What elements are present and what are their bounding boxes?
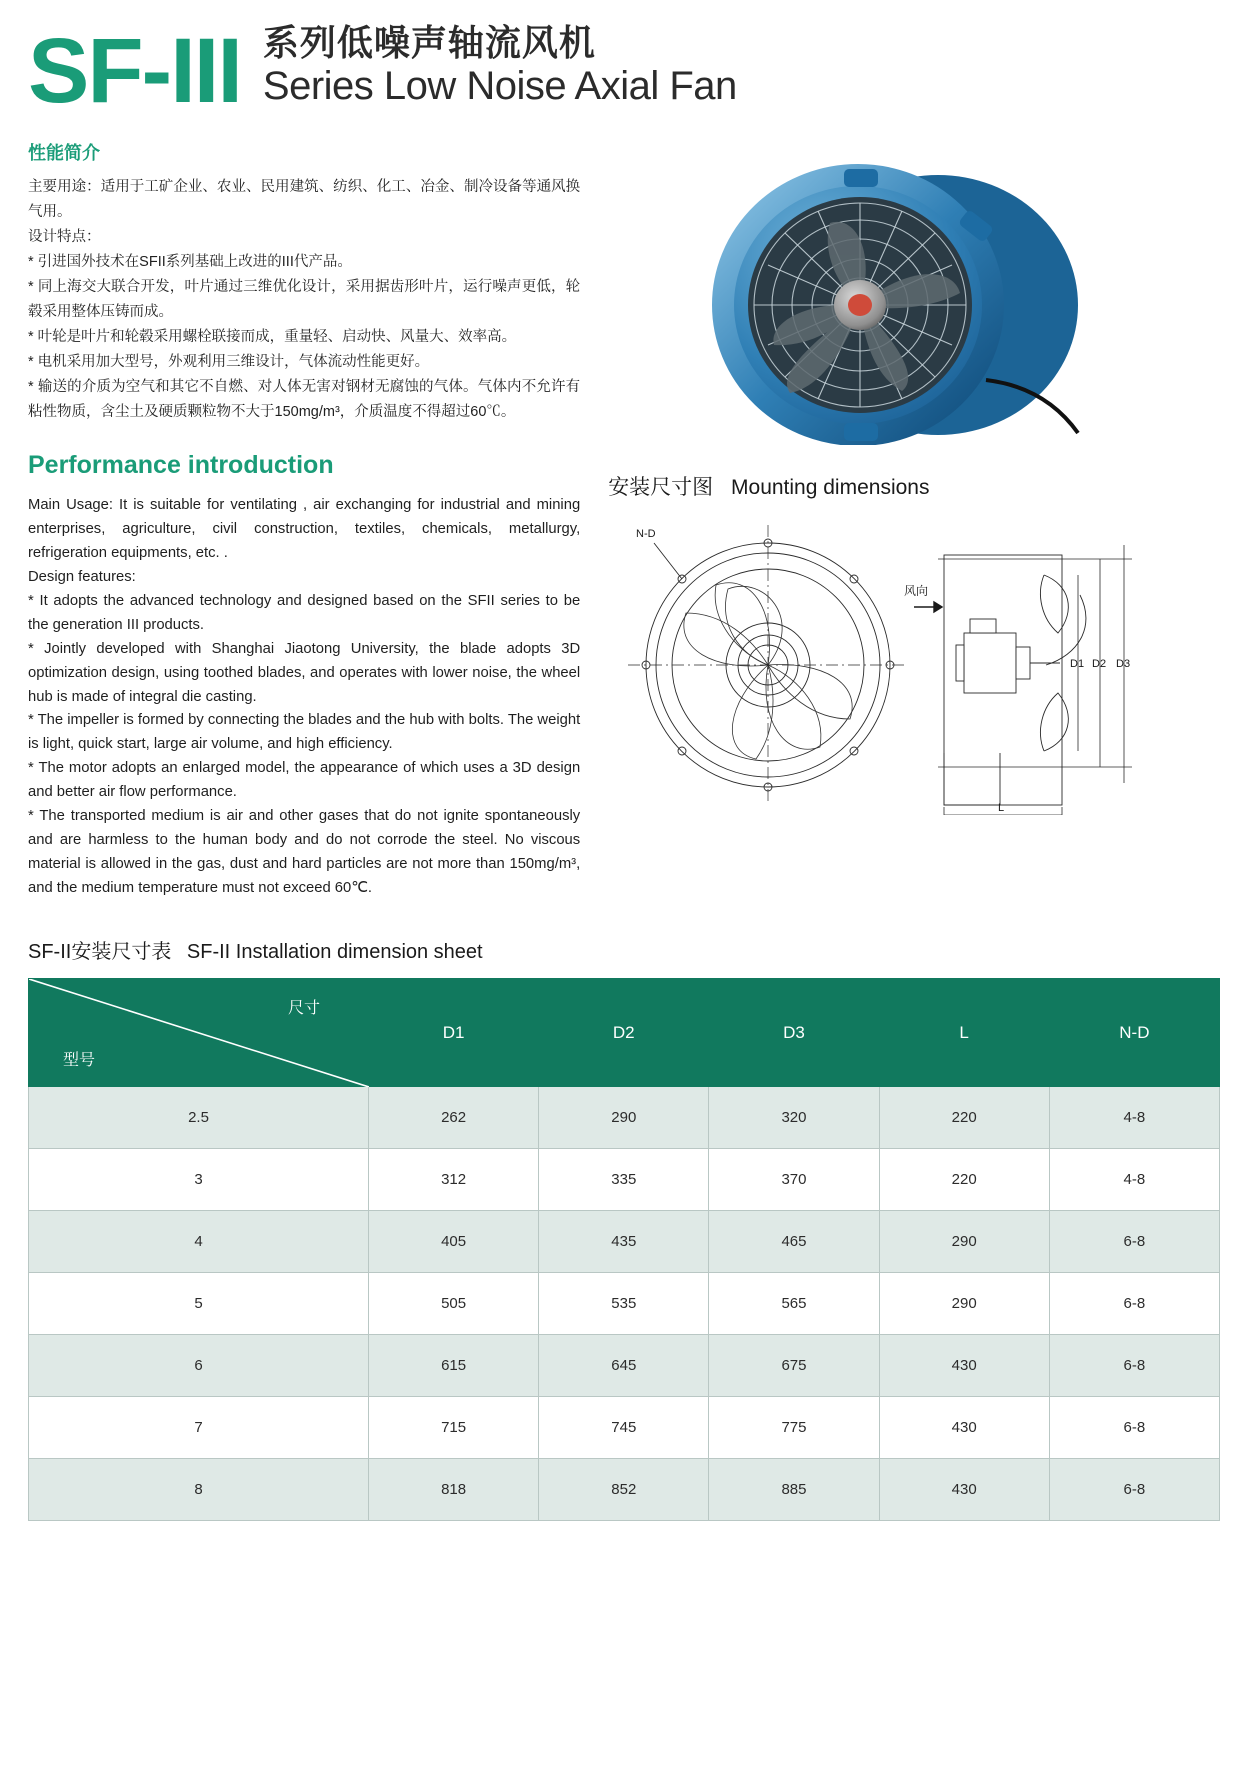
cell-nd: 4-8 (1049, 1087, 1219, 1149)
cell-d2: 335 (539, 1149, 709, 1211)
intro-en-p1: Design features: (28, 568, 136, 585)
product-title-en: Series Low Noise Axial Fan (262, 64, 737, 109)
table-row (29, 1335, 1220, 1397)
cell-d1: 615 (369, 1335, 539, 1397)
intro-cn-p0: 主要用途：适用于工矿企业、农业、民用建筑、纺织、化工、冶金、制冷设备等通风换气用。 (28, 179, 581, 221)
dimension-table-heading (24, 935, 1216, 964)
cell-model: 5 (29, 1273, 369, 1335)
left-column (24, 131, 580, 901)
label-d1: D1 (1070, 658, 1085, 671)
table-corner-cell (29, 979, 369, 1087)
column-header-l: L (879, 979, 1049, 1087)
cell-l: 430 (879, 1459, 1049, 1521)
column-header-d3: D3 (709, 979, 879, 1087)
product-code: SF-III (28, 20, 241, 122)
cell-d2: 745 (539, 1397, 709, 1459)
table-row (29, 1459, 1220, 1521)
product-title-block (263, 22, 737, 115)
cell-model: 4 (29, 1211, 369, 1273)
column-header-nd: N-D (1049, 979, 1219, 1087)
cell-nd: 6-8 (1049, 1335, 1219, 1397)
cell-model: 6 (29, 1335, 369, 1397)
cell-nd: 4-8 (1049, 1149, 1219, 1211)
label-nd: N-D (636, 528, 656, 541)
intro-body-cn (28, 175, 580, 424)
intro-cn-p1: 设计特点： (28, 229, 101, 246)
label-wind-direction: 风向 (904, 584, 929, 599)
intro-cn-p2: * 引进国外技术在SFII系列基础上改进的III代产品。 (28, 254, 352, 271)
intro-cn-p6: * 输送的介质为空气和其它不自燃、对人体无害对钢材无腐蚀的气体。气体内不允许有粘性物质，含尘土及硬质颗粒物不大于150mg/m³，介质温度不得超过60℃。 (28, 378, 581, 420)
cell-d1: 818 (369, 1459, 539, 1521)
corner-size-label: 尺寸 (287, 1000, 320, 1018)
cell-nd: 6-8 (1049, 1211, 1219, 1273)
column-header-d2: D2 (539, 979, 709, 1087)
cell-model: 7 (29, 1397, 369, 1459)
column-header-d1: D1 (369, 979, 539, 1087)
cell-d3: 885 (709, 1459, 879, 1521)
label-d3: D3 (1116, 658, 1131, 671)
intro-heading-en: Performance introduction (28, 450, 334, 479)
cell-d3: 320 (709, 1087, 879, 1149)
intro-body-en (28, 494, 580, 901)
mounting-drawings (608, 515, 1216, 820)
cell-l: 220 (879, 1149, 1049, 1211)
table-body (29, 1087, 1220, 1521)
intro-en-p5: * The motor adopts an enlarged model, the appearance of which uses a 3D design and better air flow performance. (28, 760, 581, 801)
cell-model: 8 (29, 1459, 369, 1521)
intro-en-p0: Main Usage: It is suitable for ventilating , air exchanging for industrial and mining enterprises, agriculture, civil construction, textiles, chemicals, metallurgy, refrigeration equipments, etc. . (28, 496, 581, 561)
dimension-table (28, 978, 1220, 1521)
cell-d2: 852 (539, 1459, 709, 1521)
mounting-heading-en: Mounting dimensions (731, 476, 930, 500)
cell-d2: 290 (539, 1087, 709, 1149)
cell-d2: 535 (539, 1273, 709, 1335)
cell-d3: 675 (709, 1335, 879, 1397)
table-row (29, 1087, 1220, 1149)
label-d2: D2 (1092, 658, 1107, 671)
cell-d3: 775 (709, 1397, 879, 1459)
intro-en-p4: * The impeller is formed by connecting the blades and the hub with bolts. The weight is light, quick start, large air volume, and high efficiency. (28, 712, 581, 753)
corner-model-label: 型号 (63, 1052, 96, 1070)
cell-d1: 505 (369, 1273, 539, 1335)
intro-heading-cn: 性能简介 (28, 143, 100, 164)
dimension-table-heading-cn: SF-II安装尺寸表 (28, 941, 172, 964)
cell-nd: 6-8 (1049, 1273, 1219, 1335)
table-row (29, 1397, 1220, 1459)
label-l: L (998, 802, 1005, 815)
cell-d3: 370 (709, 1149, 879, 1211)
cell-l: 290 (879, 1273, 1049, 1335)
intro-en-p6: * The transported medium is air and other gases that do not ignite spontaneously and are harmless to the human body and do not corrode the steel. No viscous material is allowed in the gas, dust and hard particles are not more than 150mg/m³, and the medium temperature must not exceed 60℃. (28, 808, 581, 897)
cell-l: 430 (879, 1397, 1049, 1459)
intro-cn-p4: * 叶轮是叶片和轮毂采用螺栓联接而成，重量轻、启动快、风量大、效率高。 (28, 329, 517, 346)
fan-illustration (608, 145, 1208, 445)
table-row (29, 1273, 1220, 1335)
cell-l: 430 (879, 1335, 1049, 1397)
intro-en-p3: * Jointly developed with Shanghai Jiaotong University, the blade adopts 3D optimization design, using toothed blades, and operates with lower noise, the wheel hub is made of integral die casting. (28, 640, 581, 705)
table-header-row (29, 979, 1220, 1087)
cell-d1: 312 (369, 1149, 539, 1211)
right-column (580, 131, 1216, 901)
cell-nd: 6-8 (1049, 1397, 1219, 1459)
table-row (29, 1149, 1220, 1211)
cell-d3: 465 (709, 1211, 879, 1273)
cell-d2: 435 (539, 1211, 709, 1273)
cell-nd: 6-8 (1049, 1459, 1219, 1521)
fan-product-image (608, 145, 1208, 445)
intro-cn-p5: * 电机采用加大型号，外观利用三维设计，气体流动性能更好。 (28, 353, 430, 370)
cell-d1: 405 (369, 1211, 539, 1273)
cell-d3: 565 (709, 1273, 879, 1335)
cell-d1: 262 (369, 1087, 539, 1149)
intro-en-p2: * It adopts the advanced technology and designed based on the SFII series to be the generation III products. (28, 592, 581, 633)
mounting-heading (608, 471, 1216, 501)
dimension-drawing (608, 515, 1208, 815)
table-header (29, 979, 1220, 1087)
table-row (29, 1211, 1220, 1273)
cell-l: 290 (879, 1211, 1049, 1273)
dimension-table-heading-en: SF-II Installation dimension sheet (186, 941, 483, 964)
cell-model: 2.5 (29, 1087, 369, 1149)
mounting-heading-cn: 安装尺寸图 (608, 476, 714, 500)
product-title-cn: 系列低噪声轴流风机 (262, 22, 596, 63)
cell-l: 220 (879, 1087, 1049, 1149)
cell-model: 3 (29, 1149, 369, 1211)
cell-d2: 645 (539, 1335, 709, 1397)
page-header (28, 0, 1216, 121)
intro-cn-p3: * 同上海交大联合开发，叶片通过三维优化设计，采用据齿形叶片，运行噪声更低，轮毂采用整体压铸而成。 (28, 279, 581, 321)
cell-d1: 715 (369, 1397, 539, 1459)
content-columns (24, 131, 1216, 901)
